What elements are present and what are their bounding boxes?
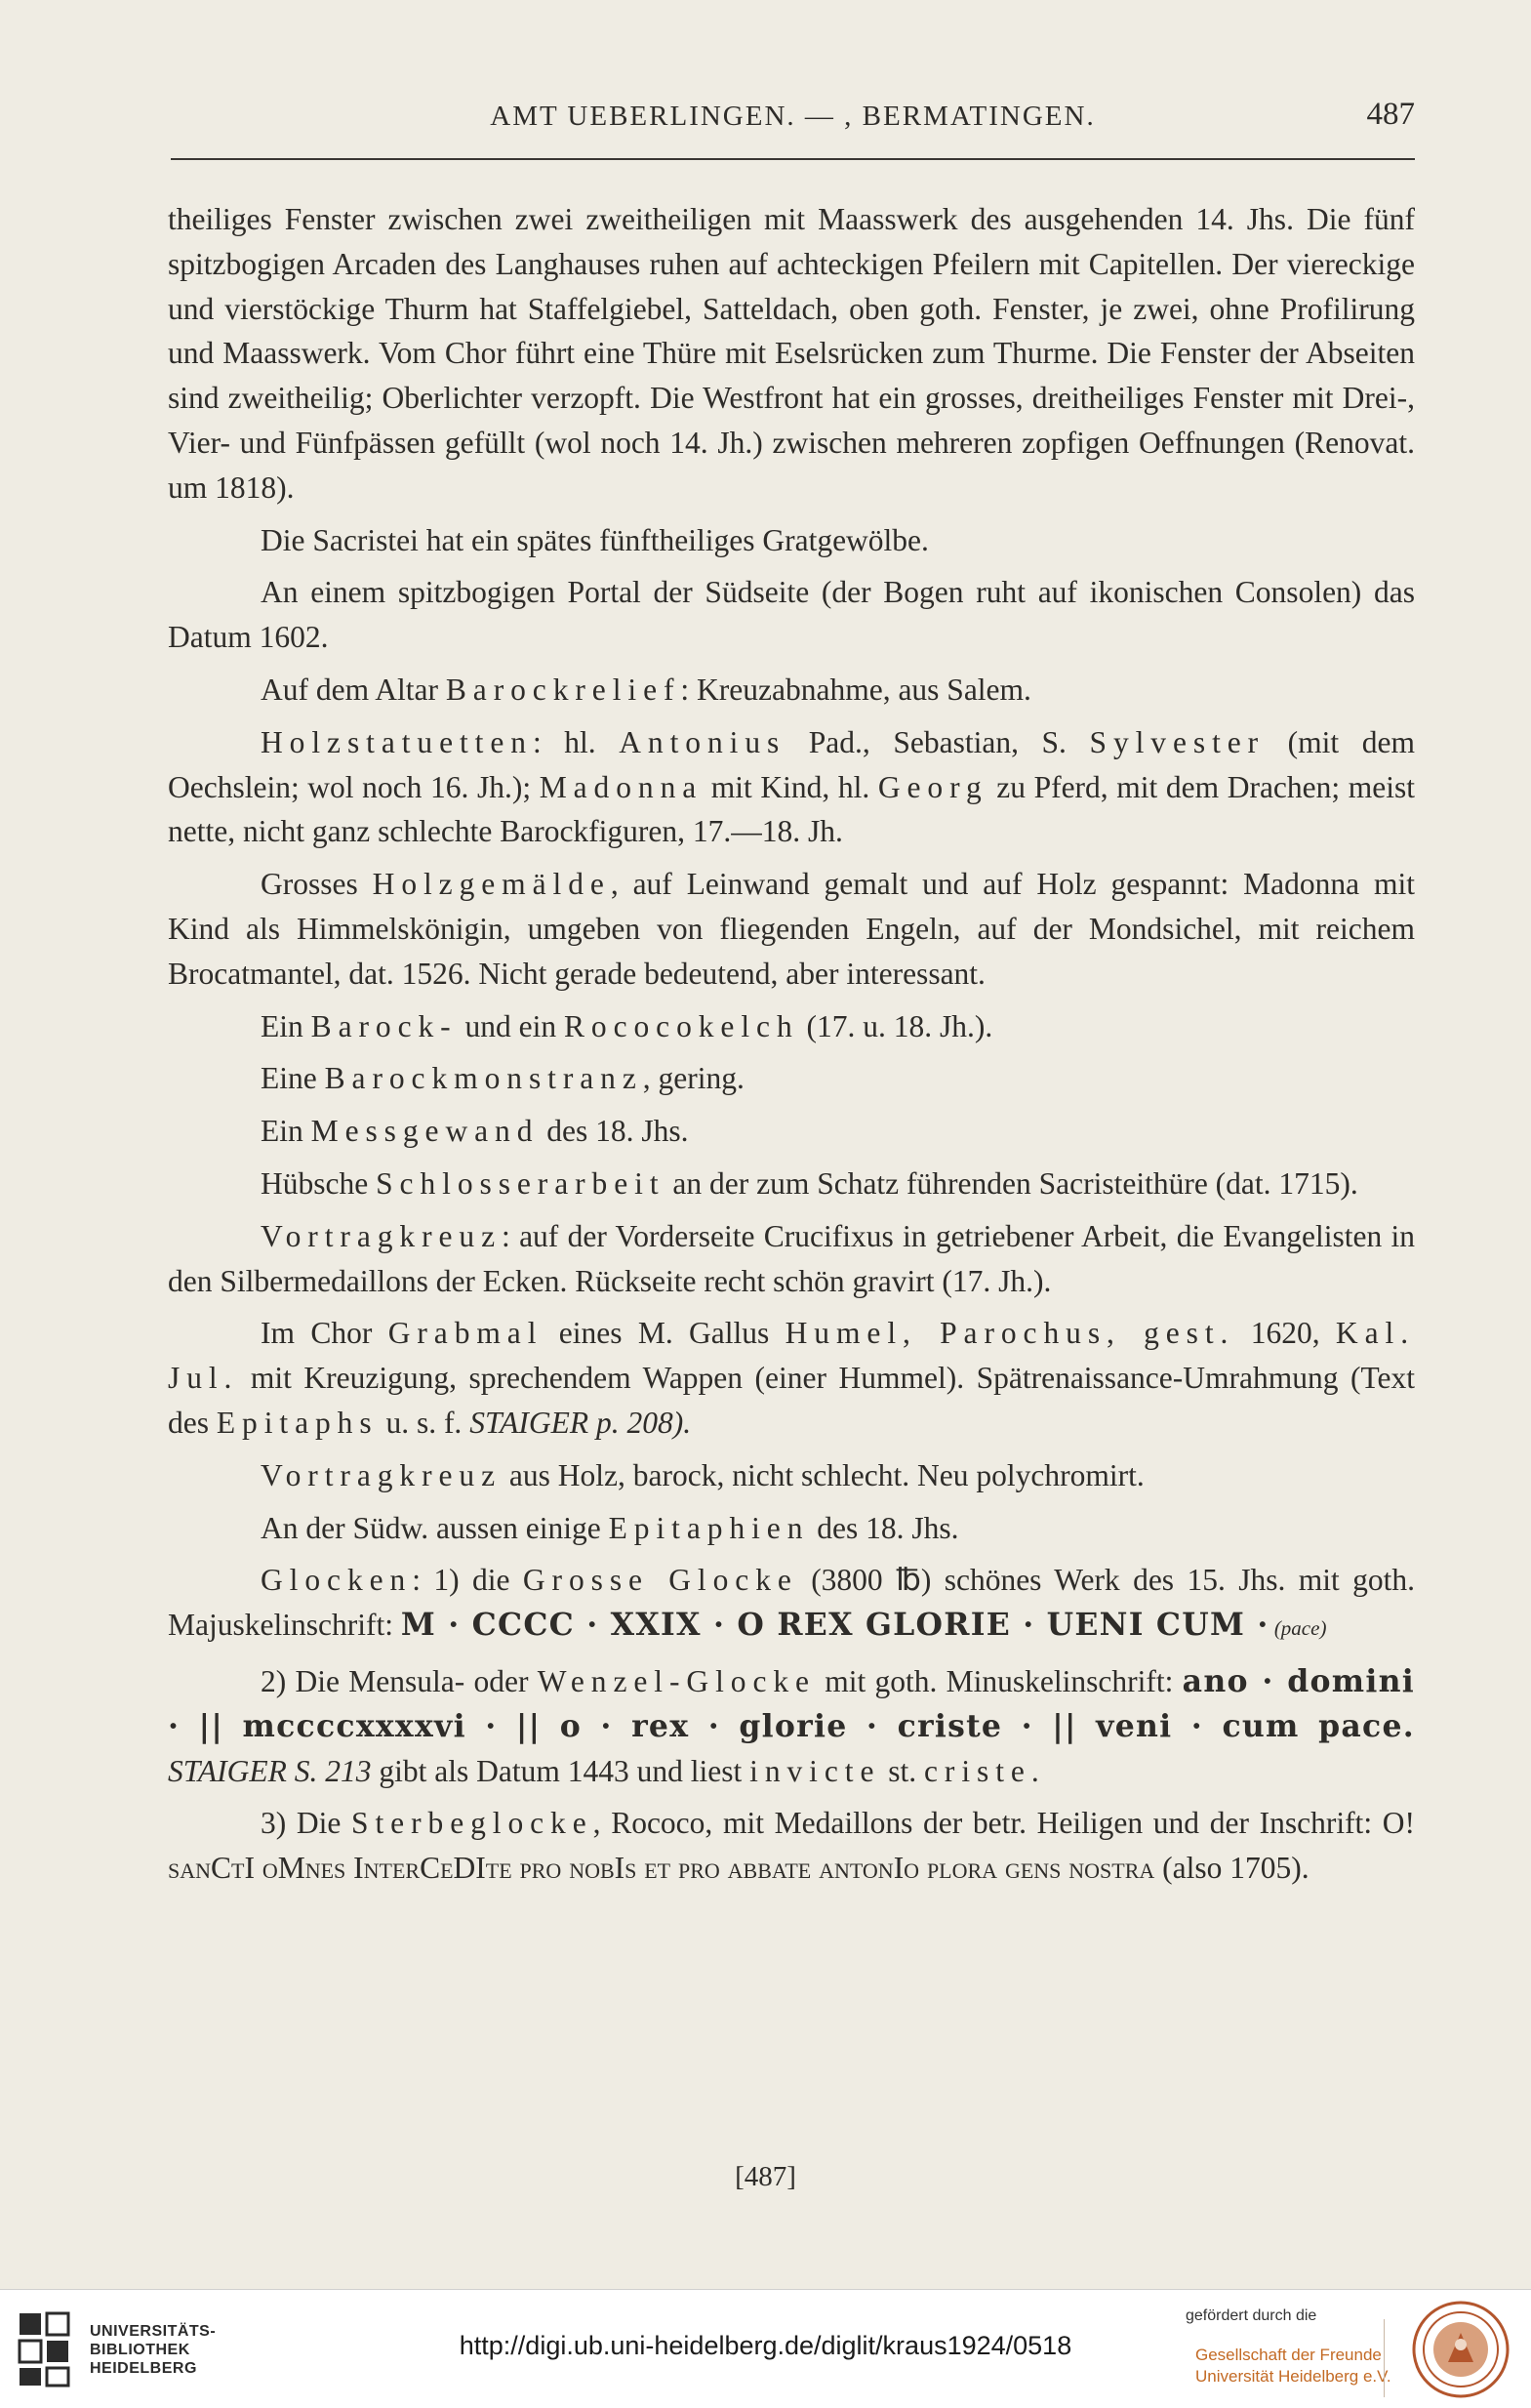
body-text [168, 197, 1415, 1898]
majuscule-inscription: M · CCCC · XXIX · O REX GLORIE · UENI CUM · [400, 1607, 1269, 1644]
paragraph: Hübsche Schlosserarbeit an der zum Schatz führenden Sacristeithüre (dat. 1715). [261, 1165, 1358, 1201]
library-name: UNIVERSITÄTS- BIBLIOTHEK HEIDELBERG [90, 2323, 217, 2377]
university-seal-icon [1411, 2300, 1511, 2399]
paragraph: Eine Barockmonstranz, gering. [261, 1061, 745, 1096]
page-number: 487 [1366, 97, 1415, 132]
permalink-url[interactable]: http://digi.ub.uni-heidelberg.de/diglit/kraus1924/0518 [459, 2331, 1072, 2360]
paragraph: Auf dem Altar Barockrelief: Kreuzabnahme, aus Salem. [261, 672, 1031, 707]
chronogram-inscription: O! sanCtI oMnes InterCeDIte pro nobIs et pro abbate antonIo plora gens nostra [168, 1806, 1415, 1886]
sponsor-divider [1384, 2319, 1385, 2397]
paragraph: Die Sacristei hat ein spätes fünftheiliges Gratgewölbe. [261, 522, 929, 557]
paragraph: An der Südw. aussen einige Epitaphien des 18. Jhs. [261, 1510, 959, 1545]
footer-page-number: [487] [735, 2161, 796, 2192]
paragraph: theiliges Fenster zwischen zwei zweitheiligen mit Maasswerk des ausgehenden 14. Jhs. Die fünf spitzbogigen Arcaden des Langhauses ruhen auf achteckigen Pfeilern mit Capitellen. Der viereckige und vierstöckige Thurm hat Staffelgiebel, Satteldach, oben goth. Fenster, je zwei, ohne Profilirung und Maasswerk. Vom Chor führt eine Thüre mit Eselsrücken zum Thurme. Die Fenster der Abseiten sind zweitheilig; Oberlichter verzopft. Die Westfront hat ein grosses, dreitheiliges Fenster mit Drei-, Vier- und Fünfpässen gefüllt (wol noch 14. Jh.) zwischen mehreren zopfigen Oeffnungen (Renovat. um 1818). [168, 202, 1415, 505]
header-rule [171, 158, 1415, 160]
footer-bar [0, 2289, 1531, 2408]
paragraph: 3) Die Sterbeglocke, Rococo, mit Medaillons der betr. Heiligen und der Inschrift: O! sanCtI oMnes InterCeDIte pro nobIs et pro abbate antonIo plora gens nostra (also 1705). [168, 1806, 1415, 1886]
paragraph: Ein Barock- und ein Rococokelch (17. u. 18. Jh.). [261, 1008, 993, 1043]
paragraph: Im Chor Grabmal eines M. Gallus Humel, Parochus, gest. 1620, Kal. Jul. mit Kreuzigung, sprechendem Wappen (einer Hummel). Spätrenaissance-Umrahmung (Text des Epitaphs u. s. f. STAIGER p. 208). [168, 1316, 1415, 1440]
paragraph: Ein Messgewand des 18. Jhs. [261, 1114, 689, 1149]
paragraph: 2) Die Mensula- oder Wenzel-Glocke mit goth. Minuskelinschrift: ano · domini · || mccccxxxxvi · || o · rex · glorie · criste · || veni · cum pace. STAIGER S. 213 gibt als Datum 1443 und liest invicte st. criste. [168, 1662, 1415, 1788]
sponsor-label: gefördert durch die [1186, 2307, 1317, 2324]
running-title: AMT UEBERLINGEN. — , BERMATINGEN. [490, 101, 1096, 132]
running-head [171, 93, 1415, 140]
sponsor-name: Gesellschaft der Freunde Universität Heidelberg e.V. [1195, 2346, 1391, 2386]
paragraph: Vortragkreuz: auf der Vorderseite Crucifixus in getriebener Arbeit, die Evangelisten in den Silbermedaillons der Ecken. Rückseite recht schön gravirt (17. Jh.). [168, 1218, 1415, 1298]
paragraph: Glocken: 1) die Grosse Glocke (3800 ℔) schönes Werk des 15. Jhs. mit goth. Majuskelinschrift: M · CCCC · XXIX · O REX GLORIE · UENI CUM · (pace) [168, 1563, 1415, 1644]
minuscule-inscription: ano · domini · || mccccxxxxvi · || o · rex · glorie · criste · || veni · cum pace. [168, 1662, 1415, 1744]
paragraph: An einem spitzbogigen Portal der Südseite (der Bogen ruht auf ikonischen Consolen) das Datum 1602. [168, 575, 1415, 655]
paragraph: Holzstatuetten: hl. Antonius Pad., Sebastian, S. Sylvester (mit dem Oechslein; wol noch 16. Jh.); Madonna mit Kind, hl. Georg zu Pferd, mit dem Drachen; meist nette, nicht ganz schlechte Barockfiguren, 17.—18. Jh. [168, 724, 1415, 849]
paragraph: Vortragkreuz aus Holz, barock, nicht schlecht. Neu polychromirt. [261, 1457, 1145, 1492]
paragraph: Grosses Holzgemälde, auf Leinwand gemalt und auf Holz gespannt: Madonna mit Kind als Himmelskönigin, umgeben von fliegenden Engeln, auf der Mondsichel, mit reichem Brocatmantel, dat. 1526. Nicht gerade bedeutend, aber interessant. [168, 867, 1415, 991]
